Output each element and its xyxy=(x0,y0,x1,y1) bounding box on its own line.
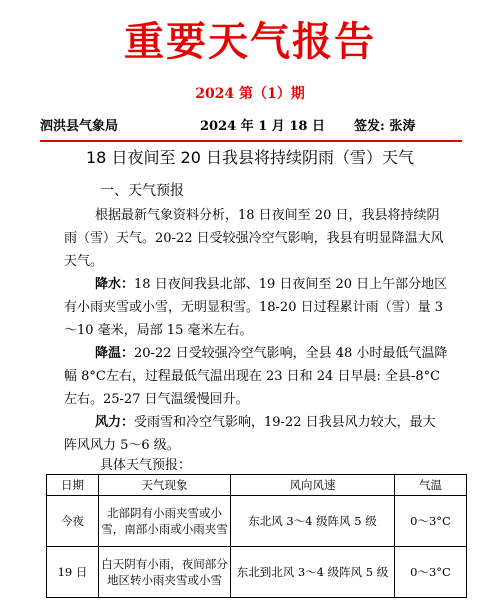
temp-text: 20-22 日受较强冷空气影响，全县 48 小时最低气温降幅 8°C左右，过程最低气温出现在 23 日和 24 日早晨: 全县-8°C左右。25-27 日气温缓慢回升。 xyxy=(64,346,448,407)
section-heading: 一、天气预报 xyxy=(100,183,184,199)
header-wind: 风向风速 xyxy=(231,475,395,496)
row-wind: 东北到北风 3～4 级阵风 5 级 xyxy=(231,547,395,598)
row-weather: 北部阴有小雨夹雪或小雪，南部小雨或小雨夹雪 xyxy=(99,496,231,547)
temp-paragraph xyxy=(64,342,448,411)
table-lead: 具体天气预报： xyxy=(100,458,192,473)
headline: 18 日夜间至 20 日我县将持续阴雨（雪）天气 xyxy=(86,148,414,167)
precip-paragraph xyxy=(64,273,448,342)
intro-paragraph xyxy=(64,204,448,273)
issue-number: 2024 第（1）期 xyxy=(195,86,305,102)
wind-paragraph xyxy=(64,411,448,457)
row-date: 今夜 xyxy=(47,496,99,547)
forecast-table xyxy=(46,474,467,598)
table-header-row xyxy=(47,475,467,496)
issuer: 泗洪县气象局 xyxy=(40,119,119,134)
header-weather: 天气现象 xyxy=(99,475,231,496)
table-row xyxy=(47,547,467,598)
table-row xyxy=(47,496,467,547)
red-divider xyxy=(40,140,462,142)
report-title: 重要天气报告 xyxy=(124,19,376,65)
header-date: 日期 xyxy=(47,475,99,496)
issue-date: 2024 年 1 月 18 日 xyxy=(200,119,325,134)
row-temp: 0～3°C xyxy=(395,496,467,547)
signer: 签发: 张涛 xyxy=(354,119,416,134)
row-weather: 白天阴有小雨，夜间部分地区转小雨夹雪或小雪 xyxy=(99,547,231,598)
temp-label: 降温： xyxy=(95,346,135,361)
precip-label: 降水： xyxy=(95,277,135,292)
precip-text: 18 日夜间我县北部、19 日夜间至 20 日上午部分地区有小雨夹雪或小雪，无明显积雪。18-20 日过程累计雨（雪）量 3～10 毫米，局部 15 毫米左右。 xyxy=(64,277,448,338)
row-wind: 东北风 3～4 级阵风 5 级 xyxy=(231,496,395,547)
header-temp: 气温 xyxy=(395,475,467,496)
row-temp: 0～3°C xyxy=(395,547,467,598)
wind-text: 受雨雪和冷空气影响，19-22 日我县风力较大，最大阵风风力 5～6 级。 xyxy=(64,415,436,453)
intro-text: 根据最新气象资料分析，18 日夜间至 20 日，我县将持续阴雨（雪）天气。20-22 日受较强冷空气影响，我县有明显降温大风天气。 xyxy=(64,208,444,269)
row-date: 19 日 xyxy=(47,547,99,598)
wind-label: 风力： xyxy=(95,415,135,430)
